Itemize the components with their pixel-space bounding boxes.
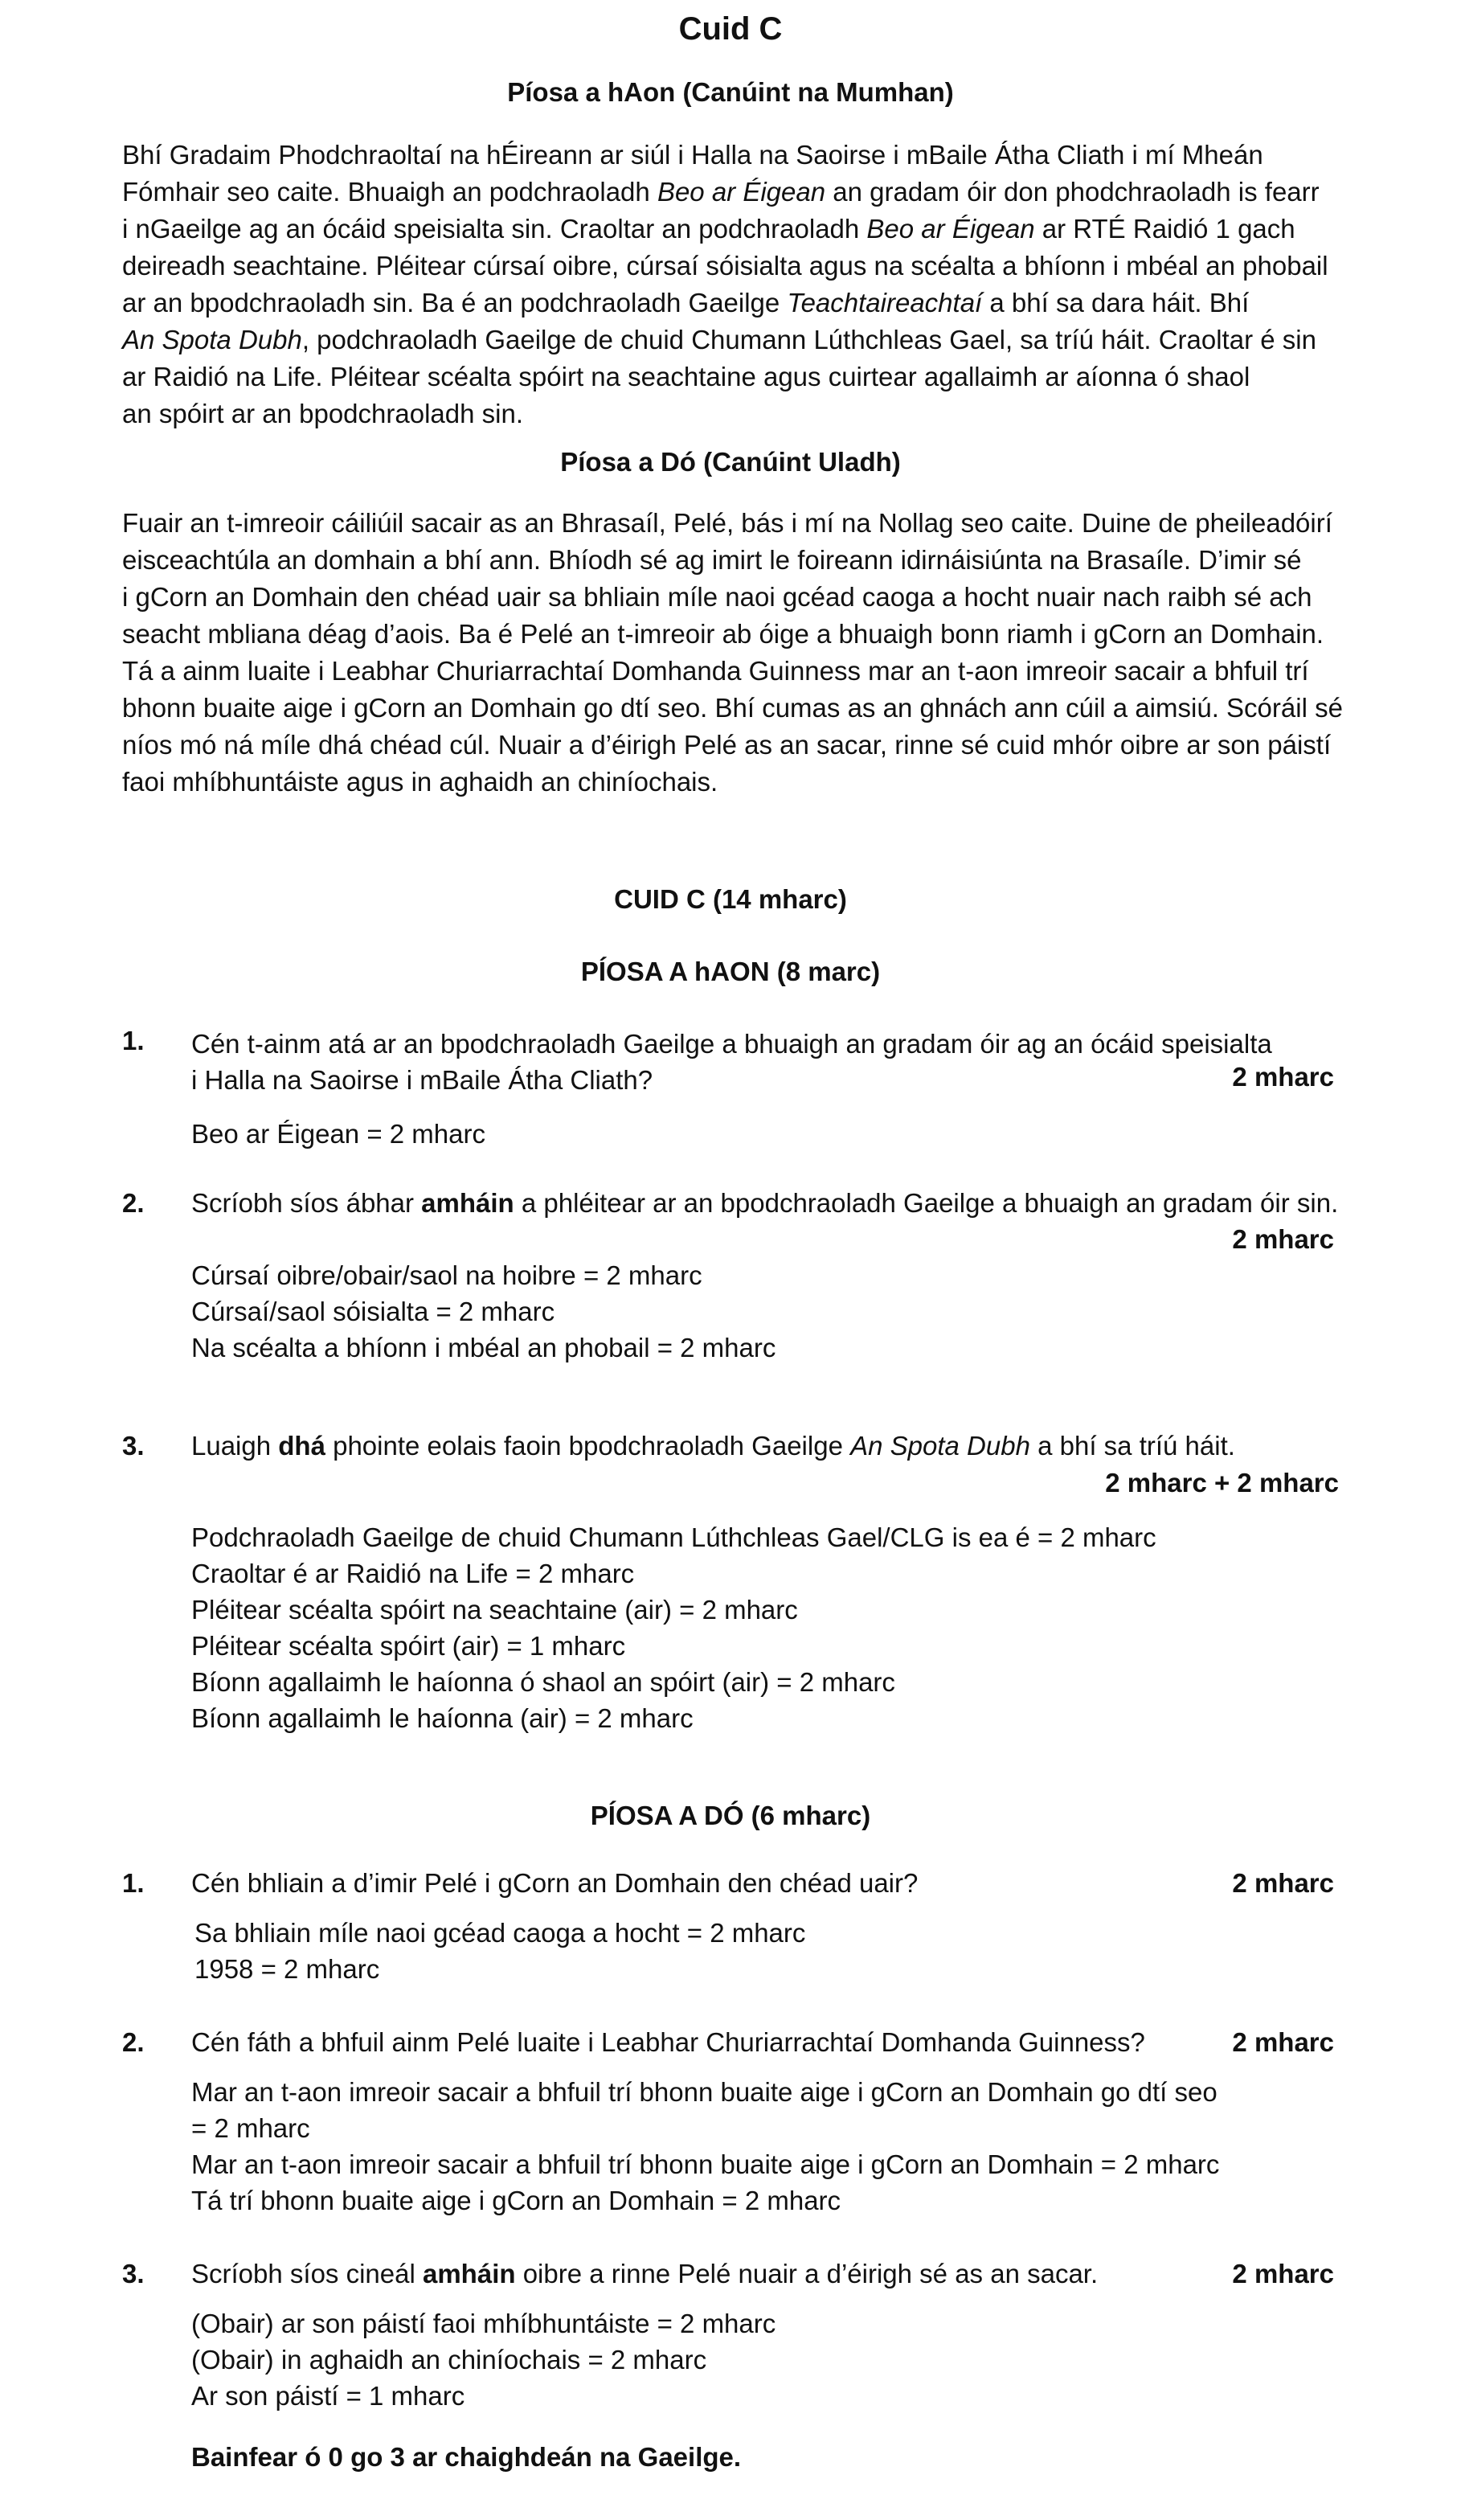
answer-line: (Obair) in aghaidh an chiníochais = 2 mharc (191, 2345, 707, 2375)
answer-line: Mar an t-aon imreoir sacair a bhfuil trí bhonn buaite aige i gCorn an Domhain = 2 mharc (191, 2149, 1220, 2179)
question-number: 3. (122, 1431, 145, 1461)
answer-line: Na scéalta a bhíonn i mbéal an phobail = 2 mharc (191, 1333, 776, 1362)
piece1-line: an spóirt ar an bpodchraoladh sin. (122, 399, 523, 428)
answer-line: Ar son páistí = 1 mharc (191, 2381, 465, 2411)
answer-line: Pléitear scéalta spóirt (air) = 1 mharc (191, 1631, 626, 1661)
question-text: Cén fáth a bhfuil ainm Pelé luaite i Leabhar Churiarrachtaí Domhanda Guinness? (191, 2027, 1145, 2057)
question-marks: 2 mharc (1232, 2259, 1334, 2288)
piece2-line: Tá a ainm luaite i Leabhar Churiarrachtaí Domhanda Guinness mar an t-aon imreoir sacair a bhfuil trí (122, 656, 1309, 686)
answer-line: Tá trí bhonn buaite aige i gCorn an Domhain = 2 mharc (191, 2186, 841, 2215)
page-title: Cuid C (678, 11, 783, 47)
piece2-line: níos mó ná míle dhá chéad cúl. Nuair a d’éirigh Pelé as an sacar, rinne sé cuid mhór oibre ar son páistí (122, 730, 1332, 760)
piece1-line: An Spota Dubh, podchraoladh Gaeilge de chuid Chumann Lúthchleas Gael, sa tríú háit. Craoltar é sin (122, 325, 1316, 354)
question-marks: 2 mharc (1232, 1868, 1334, 1898)
part2-heading: PÍOSA A DÓ (6 mharc) (590, 1801, 871, 1830)
piece2-line: seacht mbliana déag d’aois. Ba é Pelé an t-imreoir ab óige a bhuaigh bonn riamh i gCorn an Domhain. (122, 619, 1324, 649)
piece2-paragraph (122, 505, 1352, 801)
piece1-line: deireadh seachtaine. Pléitear cúrsaí oibre, cúrsaí sóisialta agus na scéalta a bhíonn i mbéal an phobail (122, 251, 1328, 281)
piece2-heading: Píosa a Dó (Canúint Uladh) (560, 447, 901, 477)
question-text: Cén bhliain a d’imir Pelé i gCorn an Domhain den chéad uair? (191, 1868, 919, 1898)
question-text: Luaigh dhá phointe eolais faoin bpodchraoladh Gaeilge An Spota Dubh a bhí sa tríú háit. (191, 1431, 1235, 1461)
answer-line: Craoltar é ar Raidió na Life = 2 mharc (191, 1559, 635, 1588)
answer-line: Cúrsaí oibre/obair/saol na hoibre = 2 mharc (191, 1260, 702, 1290)
question-text: Cén t-ainm atá ar an bpodchraoladh Gaeilge a bhuaigh an gradam óir ag an ócáid speisialta i Halla na Saoirse i mBaile Átha Cliath? (191, 1029, 1272, 1095)
answer-line: 1958 = 2 mharc (194, 1954, 380, 1984)
question-number: 1. (122, 1868, 145, 1898)
piece1-line: ar Raidió na Life. Pléitear scéalta spóirt na seachtaine agus cuirtear agallaimh ar aíonna ó shaol (122, 362, 1250, 391)
answer-list (191, 2074, 1219, 2219)
piece2-line: i gCorn an Domhain den chéad uair sa bhliain míle naoi gcéad caoga a hocht nuair nach raibh sé ach (122, 582, 1312, 612)
question-marks: 2 mharc + 2 mharc (1105, 1468, 1339, 1498)
answer-line: Cúrsaí/saol sóisialta = 2 mharc (191, 1297, 555, 1326)
question-marks: 2 mharc (1232, 1224, 1334, 1254)
answer-list (191, 1257, 776, 1366)
answer-line: = 2 mharc (191, 2113, 310, 2143)
piece2-line: Fuair an t-imreoir cáiliúil sacair as an Bhrasaíl, Pelé, bás i mí na Nollag seo caite. Duine de pheileadóirí (122, 508, 1332, 538)
answer-line: Bíonn agallaimh le haíonna (air) = 2 mharc (191, 1703, 694, 1733)
piece1-line: Bhí Gradaim Phodchraoltaí na hÉireann ar siúl i Halla na Saoirse i mBaile Átha Cliath i mí Mheán (122, 140, 1263, 170)
piece2-line: bhonn buaite aige i gCorn an Domhain go dtí seo. Bhí cumas as an ghnách ann cúil a aimsiú. Scóráil sé (122, 693, 1343, 723)
piece1-line: Fómhair seo caite. Bhuaigh an podchraoladh Beo ar Éigean an gradam óir don phodchraoladh is fearr (122, 177, 1320, 207)
question-number: 3. (122, 2259, 145, 2288)
answer-line: Pléitear scéalta spóirt na seachtaine (air) = 2 mharc (191, 1595, 798, 1625)
answer-line: Bíonn agallaimh le haíonna ó shaol an spóirt (air) = 2 mharc (191, 1667, 895, 1697)
piece1-line: ar an bpodchraoladh sin. Ba é an podchraoladh Gaeilge Teachtaireachtaí a bhí sa dara háit. Bhí (122, 288, 1250, 318)
answer-list (191, 2305, 776, 2414)
answer-line: Mar an t-aon imreoir sacair a bhfuil trí bhonn buaite aige i gCorn an Domhain go dtí seo (191, 2077, 1218, 2107)
answer-line: Beo ar Éigean = 2 mharc (191, 1119, 485, 1149)
answer-line: Sa bhliain míle naoi gcéad caoga a hocht = 2 mharc (194, 1918, 806, 1948)
piece2-line: eisceachtúla an domhain a bhí ann. Bhíodh sé ag imirt le foireann idirnáisiúnta na Brasaíle. D’imir sé (122, 545, 1302, 575)
answer-line: (Obair) ar son páistí faoi mhíbhuntáiste = 2 mharc (191, 2309, 776, 2338)
answer-list (191, 1519, 1156, 1736)
question-number: 2. (122, 2027, 145, 2057)
question-marks: 2 mharc (1232, 2027, 1334, 2057)
question-marks: 2 mharc (1232, 1062, 1334, 1092)
answer-line: Podchraoladh Gaeilge de chuid Chumann Lúthchleas Gael/CLG is ea é = 2 mharc (191, 1522, 1156, 1552)
question-number: 2. (122, 1188, 145, 1218)
piece1-line: i nGaeilge ag an ócáid speisialta sin. Craoltar an podchraoladh Beo ar Éigean ar RTÉ Raidió 1 gach (122, 214, 1295, 244)
piece1-paragraph (122, 137, 1352, 432)
section-title: CUID C (14 mharc) (614, 884, 847, 914)
part1-heading: PÍOSA A hAON (8 marc) (580, 957, 881, 986)
piece2-line: faoi mhíbhuntáiste agus in aghaidh an chiníochais. (122, 767, 718, 797)
question-number: 1. (122, 1026, 145, 1055)
question-text: Scríobh síos cineál amháin oibre a rinne Pelé nuair a d’éirigh sé as an sacar. (191, 2259, 1099, 2288)
footer-note: Bainfear ó 0 go 3 ar chaighdeán na Gaeilge. (191, 2442, 742, 2472)
answer-list (191, 1116, 485, 1152)
piece1-heading: Píosa a hAon (Canúint na Mumhan) (507, 77, 954, 107)
answer-list (194, 1915, 805, 1987)
question-text: Scríobh síos ábhar amháin a phléitear ar an bpodchraoladh Gaeilge a bhuaigh an gradam óir sin. (191, 1188, 1339, 1218)
